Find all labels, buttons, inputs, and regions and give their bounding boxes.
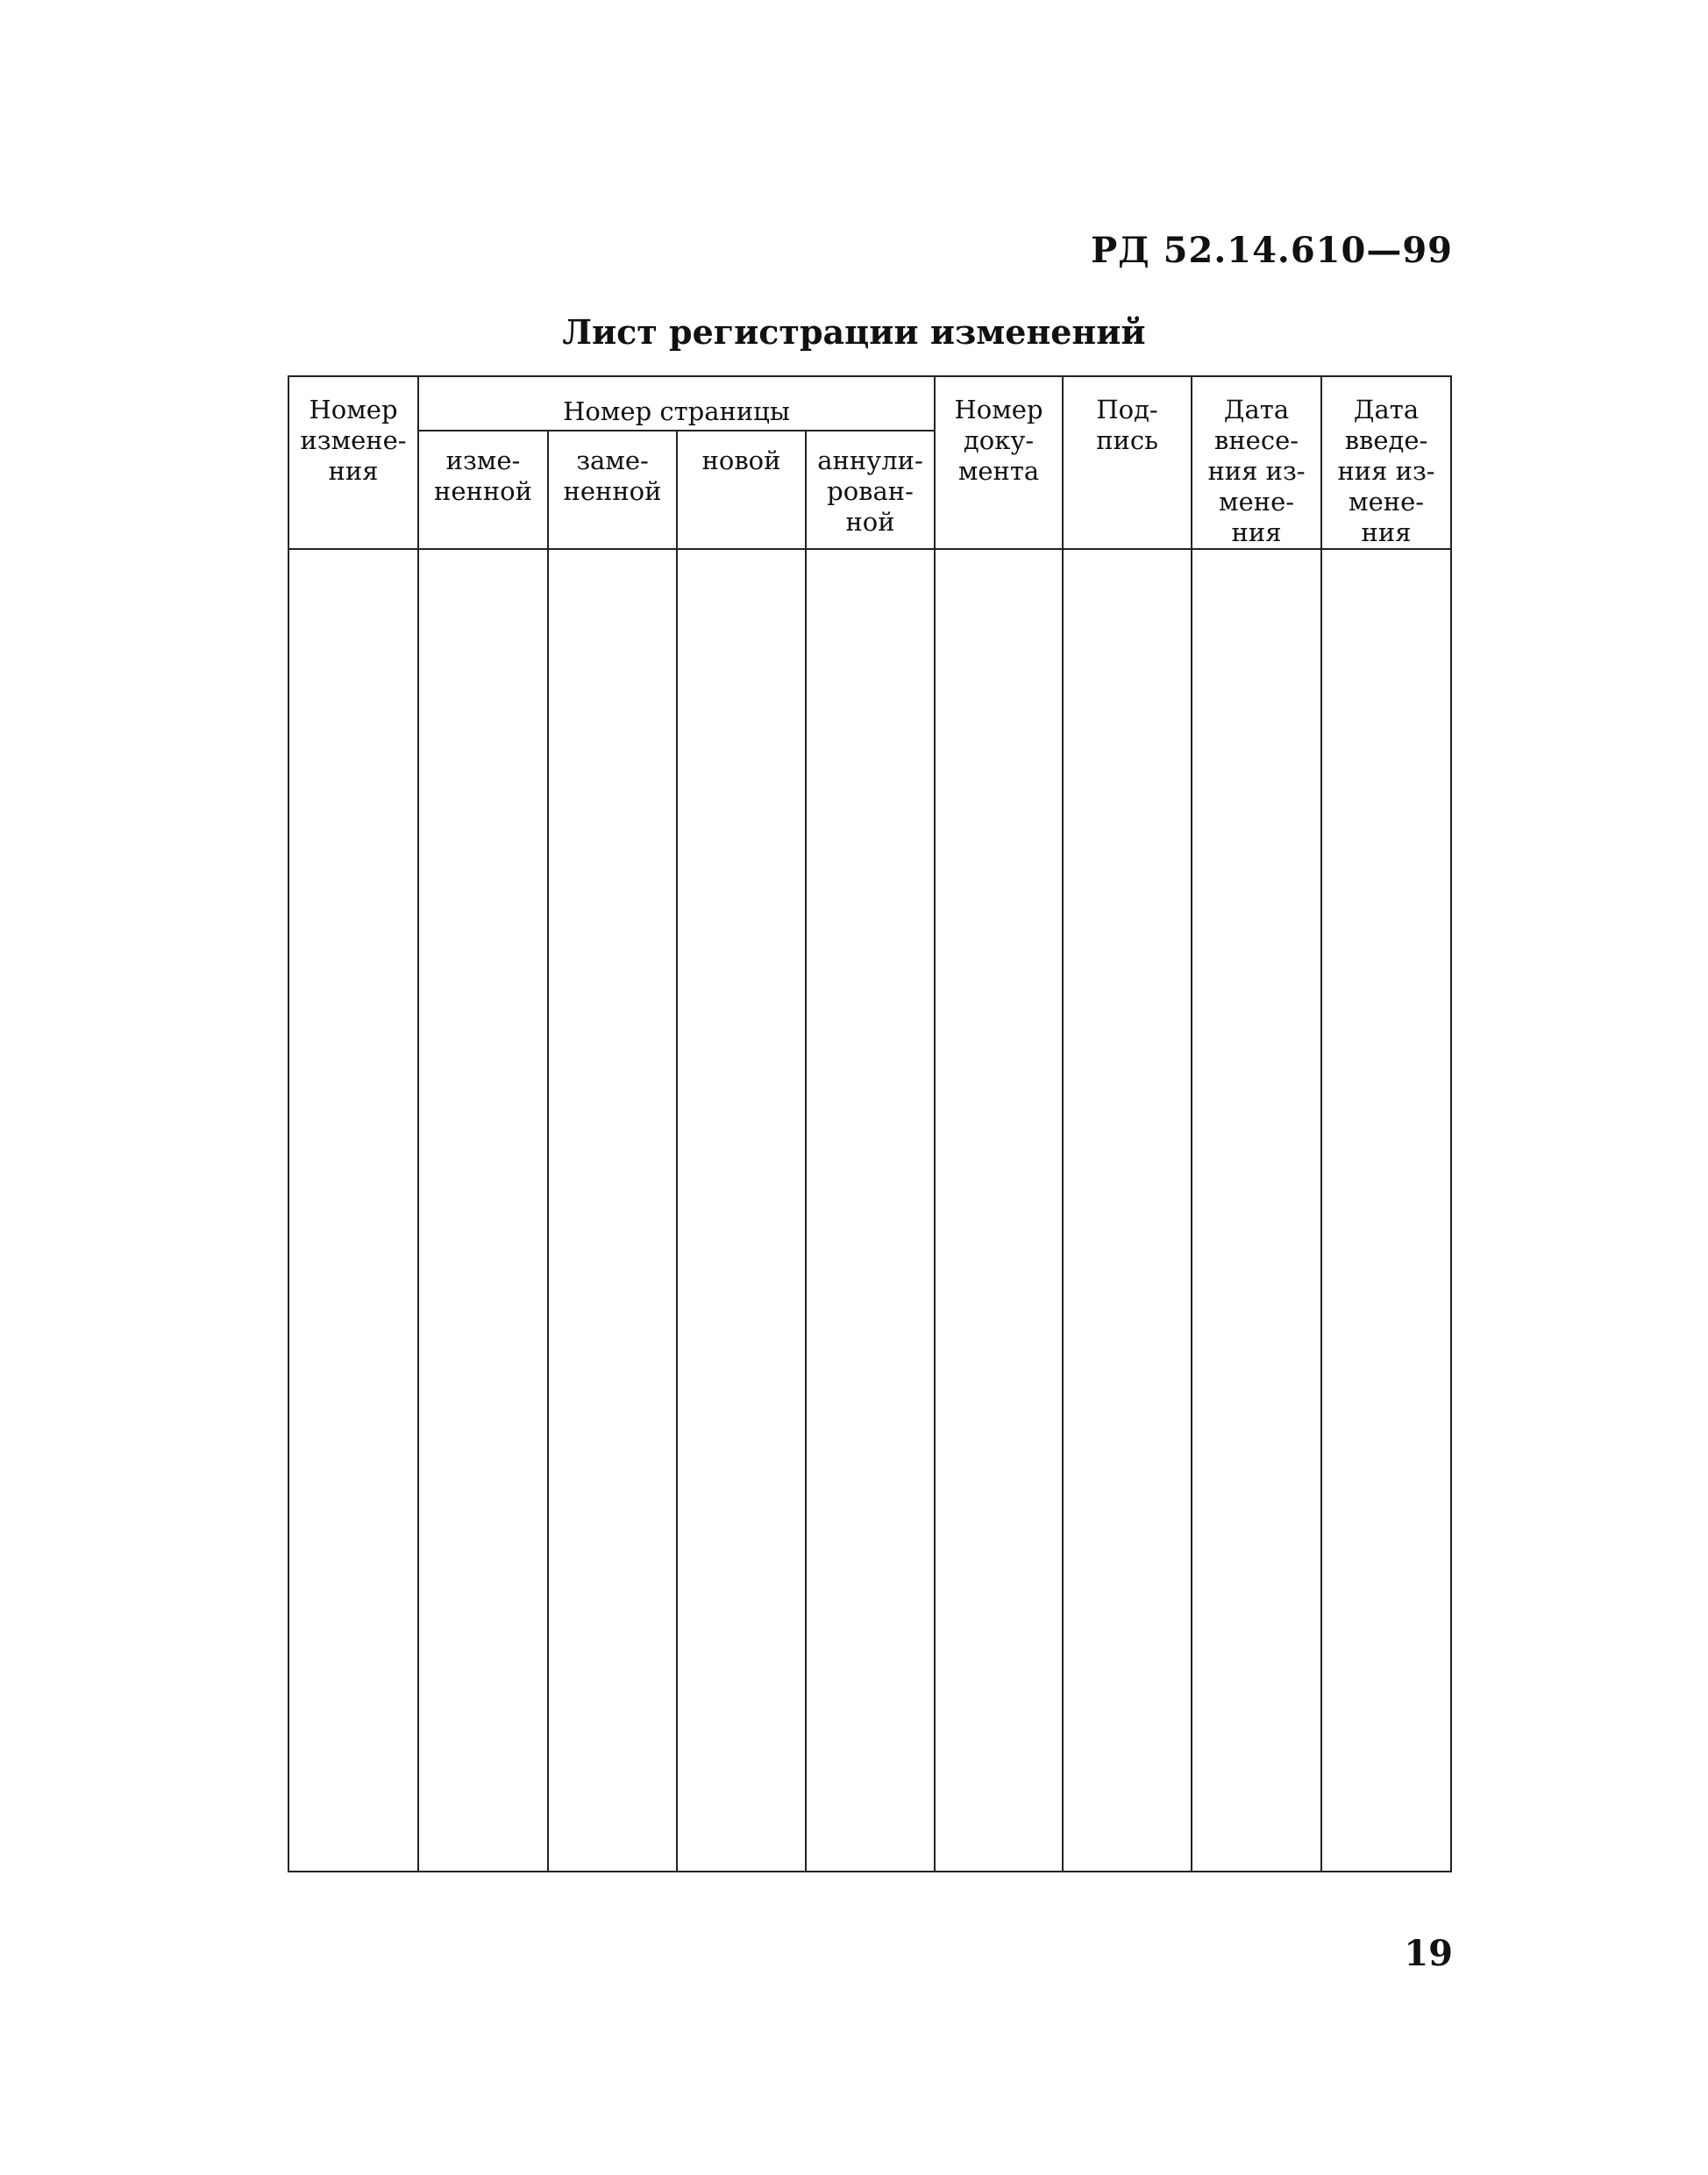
header-document-number: Номер доку- мента bbox=[935, 376, 1063, 549]
header-page-replaced: заме- ненной bbox=[548, 431, 677, 549]
cell-date-of-entry bbox=[1192, 549, 1321, 1872]
cell-date-of-introduction bbox=[1321, 549, 1451, 1872]
header-date-of-entry: Дата внесе- ния из- мене- ния bbox=[1192, 376, 1321, 549]
sheet-title: Лист регистрации изменений bbox=[562, 312, 1146, 352]
cell-page-annulled bbox=[806, 549, 935, 1872]
header-page-changed: изме- ненной bbox=[418, 431, 548, 549]
cell-page-replaced bbox=[548, 549, 677, 1872]
header-change-number: Номер измене- ния bbox=[288, 376, 418, 549]
cell-change-number bbox=[288, 549, 418, 1872]
header-page-new: новой bbox=[677, 431, 806, 549]
header-page-annulled: аннули- рован- ной bbox=[806, 431, 935, 549]
page-number: 19 bbox=[1404, 1933, 1453, 1974]
change-registration-table bbox=[288, 375, 1452, 1872]
cell-document-number bbox=[935, 549, 1063, 1872]
header-date-of-introduction: Дата введе- ния из- мене- ния bbox=[1321, 376, 1451, 549]
table-row bbox=[288, 549, 1451, 1872]
header-page-number-group: Номер страницы bbox=[418, 376, 935, 431]
cell-signature bbox=[1063, 549, 1192, 1872]
cell-page-new bbox=[677, 549, 806, 1872]
cell-page-changed bbox=[418, 549, 548, 1872]
document-code: РД 52.14.610—99 bbox=[1091, 230, 1453, 271]
header-signature: Под- пись bbox=[1063, 376, 1192, 549]
